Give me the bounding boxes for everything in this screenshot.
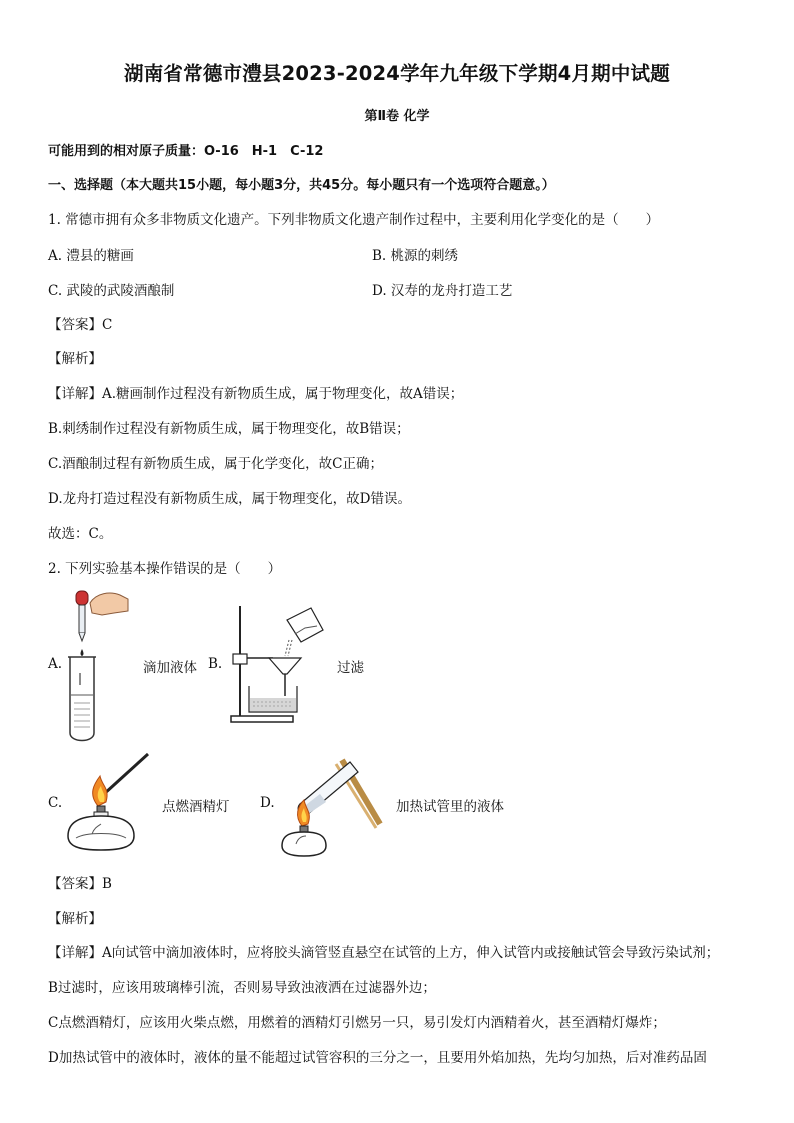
- page-title: 湖南省常德市澧县2023-2024学年九年级下学期4月期中试题: [124, 62, 670, 85]
- lighting-alcohol-lamp-icon: [64, 750, 154, 858]
- question-1-option-d: D. 汉寿的龙舟打造工艺: [372, 283, 513, 299]
- question-2-detail-line: 【详解】A向试管中滴加液体时，应将胶头滴管竖直悬空在试管的上方，伸入试管内或接触试管会导致污染试剂；: [48, 945, 720, 961]
- figure-b-caption: 过滤: [337, 660, 364, 676]
- atomic-mass-note: 可能用到的相对原子质量：O-16 H-1 C-12: [48, 144, 324, 159]
- question-2-detail-line: B过滤时，应该用玻璃棒引流，否则易导致浊液洒在过滤器外边；: [48, 980, 436, 996]
- filtration-apparatus-icon: [225, 600, 330, 728]
- question-1-detail-line: C.酒酿制过程有新物质生成，属于化学变化，故C正确；: [48, 456, 383, 472]
- heating-test-tube-icon: [280, 752, 384, 858]
- figure-c-caption: 点燃酒精灯: [162, 799, 230, 815]
- question-2-answer: 【答案】B: [48, 876, 112, 892]
- question-1-option-c: C. 武陵的武陵酒酿制: [48, 283, 175, 299]
- question-1-stem: 1. 常德市拥有众多非物质文化遗产。下列非物质文化遗产制作过程中，主要利用化学变化的是（ ）: [48, 212, 660, 228]
- section-heading: 一、选择题（本大题共15小题，每小题3分，共45分。每小题只有一个选项符合题意。）: [48, 178, 555, 193]
- figure-b-letter: B.: [208, 656, 223, 672]
- page-subtitle: 第Ⅱ卷 化学: [364, 109, 430, 124]
- question-1-detail-line: B.刺绣制作过程没有新物质生成，属于物理变化，故B错误；: [48, 421, 410, 437]
- question-1-conclusion: 故选：C。: [48, 526, 113, 542]
- question-2-analysis-label: 【解析】: [48, 911, 102, 927]
- question-2-detail-line: D加热试管中的液体时，液体的量不能超过试管容积的三分之一，且要用外焰加热，先均匀加热，后对准药品固: [48, 1050, 707, 1066]
- figure-d-caption: 加热试管里的液体: [396, 799, 504, 815]
- question-1-option-b: B. 桃源的刺绣: [372, 248, 459, 264]
- question-1-analysis-label: 【解析】: [48, 351, 102, 367]
- figure-a-letter: A.: [48, 656, 63, 672]
- figure-d-letter: D.: [260, 795, 275, 811]
- question-1-detail-line: 【详解】A.糖画制作过程没有新物质生成，属于物理变化，故A错误；: [48, 386, 464, 402]
- figure-c-letter: C.: [48, 795, 63, 811]
- question-1-option-a: A. 澧县的糖画: [48, 248, 134, 264]
- dropper-test-tube-icon: [62, 585, 132, 747]
- figure-a-caption: 滴加液体: [143, 660, 197, 676]
- question-1-answer: 【答案】C: [48, 317, 113, 333]
- question-1-detail-line: D.龙舟打造过程没有新物质生成，属于物理变化，故D错误。: [48, 491, 411, 507]
- question-2-stem: 2. 下列实验基本操作错误的是（ ）: [48, 561, 282, 577]
- question-2-detail-line: C点燃酒精灯，应该用火柴点燃，用燃着的酒精灯引燃另一只，易引发灯内酒精着火，甚至酒精灯爆炸；: [48, 1015, 666, 1031]
